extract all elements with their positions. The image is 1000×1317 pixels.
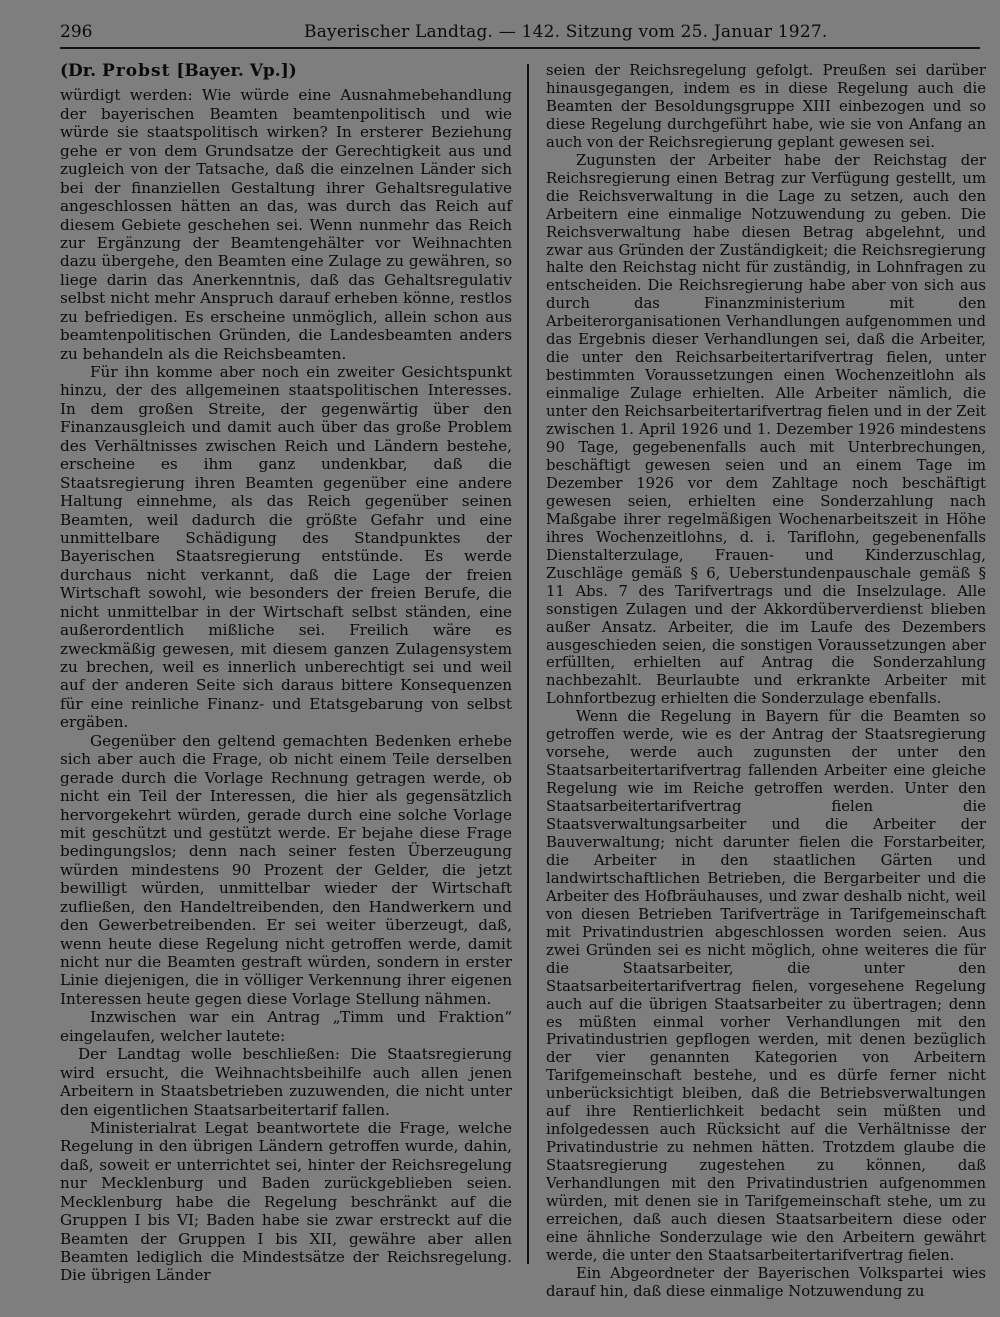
paragraph: Gegenüber den geltend gemachten Bedenken erhebe sich aber auch die Frage, ob nicht einem Teile derselben gerade durch die Vorlage Rechnung getragen werde, ob nicht ein Teil der Interessen, die hier als gegensätzlich hervorgekehrt würden, gerade durch eine solche Vorlage mit geschützt und gestützt werde. Er bejahe diese Frage bedingungslos; denn nach seiner festen Überzeugung würden mindestens 90 Prozent der Gelder, die jetzt bewilligt würden, unmittelbar wieder der Wirtschaft zufließen, den Handeltreibenden, den Handwerkern und den Gewerbetreibenden. Er sei weiter überzeugt, daß, wenn heute diese Regelung nicht getroffen werde, damit nicht nur die Beamten gestraft würden, sondern in erster Linie diejenigen, die in völliger Verkennung ihrer eigenen Interessen heute gegen diese Vorlage Stellung nähmen. [60, 731, 512, 1008]
paragraph: seien der Reichsregelung gefolgt. Preußen sei darüber hinausgegangen, indem es in diese Regelung auch die Beamten der Besoldungsgruppe XIII einbezogen und so diese Regelung durchgeführt habe, wie sie von Anfang an auch von der Reichsregierung geplant gewesen sei. [546, 62, 986, 151]
paragraph: würdigt werden: Wie würde eine Ausnahmebehandlung der bayerischen Beamten beamtenpolitisch und wie würde sie staatspolitisch wirken? In ersterer Beziehung gehe er von dem Grundsatze der Gerechtigkeit aus und zugleich von der Tatsache, daß die einzelnen Länder sich bei der finanziellen Gestaltung ihrer Gehaltsregulative angeschlossen hätten an das, was durch das Reich auf diesem Gebiete geschehen sei. Wenn nunmehr das Reich zur Ergänzung der Beamtengehälter vor Weihnachten dazu übergehe, den Beamten eine Zulage zu gewähren, so liege darin das Anerkenntnis, daß das Gehaltsregulativ selbst nicht mehr Anspruch darauf erheben könne, restlos zu befriedigen. Es erscheine unmöglich, allein schon aus beamtenpolitischen Gründen, die Landesbeamten anders zu behandeln als die Reichsbeamten. [60, 86, 512, 363]
running-head: Bayerischer Landtag. — 142. Sitzung vom 25. Januar 1927. [304, 22, 828, 42]
page-number: 296 [60, 22, 93, 42]
column-divider [527, 64, 529, 1264]
right-column [546, 62, 986, 1301]
paragraph: Für ihn komme aber noch ein zweiter Gesichtspunkt hinzu, der des allgemeinen staatspolitischen Interesses. In dem großen Streite, der gegenwärtig über den Finanzausgleich und damit auch über das große Problem des Verhältnisses zwischen Reich und Ländern bestehe, erscheine es ihm ganz undenkbar, daß die Staatsregierung ihren Beamten gegenüber eine andere Haltung einnehme, als das Reich gegenüber seinen Beamten, weil dadurch die größte Gefahr und eine unmittelbare Schädigung des Standpunktes der Bayerischen Staatsregierung entstünde. Es werde durchaus nicht verkannt, daß die Lage der freien Wirtschaft sowohl, wie besonders der freien Berufe, die nicht unmittelbar in der Wirtschaft selbst ständen, eine außerordentlich mißliche sei. Freilich wäre es zweckmäßig gewesen, mit diesem ganzen Zulagensystem zu brechen, weil es innerlich unberechtigt sei und weil auf der anderen Seite sich daraus bittere Konsequenzen für eine reinliche Finanz- und Etatsgebarung von selbst ergäben. [60, 363, 512, 732]
paragraph: Inzwischen war ein Antrag „Timm und Fraktion“ eingelaufen, welcher lautete: [60, 1008, 512, 1045]
speaker-name: Probst [102, 61, 171, 81]
paragraph: Ein Abgeordneter der Bayerischen Volkspartei wies darauf hin, daß diese einmalige Notzuwendung zu [546, 1264, 986, 1300]
paragraph: Wenn die Regelung in Bayern für die Beamten so getroffen werde, wie es der Antrag der Staatsregierung vorsehe, werde auch zugunsten der unter den Staatsarbeitertarifvertrag fallenden Arbeiter eine gleiche Regelung wie im Reiche getroffen werden. Unter den Staatsarbeitertarifvertrag fielen die Staatsverwaltungsarbeiter und die Arbeiter der Bauverwaltung; nicht darunter fielen die Forstarbeiter, die Arbeiter in den staatlichen Gärten und landwirtschaftlichen Betrieben, die Bergarbeiter und die Arbeiter des Hofbräuhauses, und zwar deshalb nicht, weil von diesen Betrieben Tarifverträge in Tarifgemeinschaft mit Privatindustrien abgeschlossen worden seien. Aus zwei Gründen sei es nicht möglich, ohne weiteres die für die Staatsarbeiter, die unter den Staatsarbeitertarifvertrag fielen, vorgesehene Regelung auch auf die übrigen Staatsarbeiter zu übertragen; denn es müßten einmal vorher Verhandlungen mit den Privatindustrien gepflogen werden, mit denen bezüglich der vier genannten Kategorien von Arbeitern Tarifgemeinschaft bestehe, und es dürfe ferner nicht unberücksichtigt bleiben, daß die Betriebsverwaltungen auf ihre Rentierlichkeit bedacht sein müßten und infolgedessen auch Rücksicht auf die Verhältnisse der Privatindustrie zu nehmen hätten. Trotzdem glaube die Staatsregierung zugestehen zu können, daß Verhandlungen mit den Privatindustrien aufgenommen würden, mit denen sie in Tarifgemeinschaft stehe, um zu erreichen, daß auch diesen Staatsarbeitern diese oder eine ähnliche Sonderzulage wie den Arbeitern gewährt werde, die unter den Staatsarbeitertarifvertrag fielen. [546, 708, 986, 1264]
page-header [60, 22, 980, 48]
paragraph: Zugunsten der Arbeiter habe der Reichstag der Reichsregierung einen Betrag zur Verfügung gestellt, um die Reichsverwaltung in die Lage zu setzen, auch den Arbeitern eine einmalige Notzuwendung zu geben. Die Reichsverwaltung habe diesen Betrag abgelehnt, und zwar aus Gründen der Zuständigkeit; die Reichsregierung halte den Reichstag nicht für zuständig, in Lohnfragen zu entscheiden. Die Reichsregierung habe aber von sich aus durch das Finanzministerium mit den Arbeiterorganisationen Verhandlungen aufgenommen und das Ergebnis dieser Verhandlungen sei, daß die Arbeiter, die unter den Reichsarbeitertarifvertrag fielen, unter bestimmten Voraussetzungen einen Wochenzeitlohn als einmalige Zulage erhielten. Alle Arbeiter nämlich, die unter den Reichsarbeitertarifvertrag fielen und in der Zeit zwischen 1. April 1926 und 1. Dezember 1926 mindestens 90 Tage, gegebenenfalls auch mit Unterbrechungen, beschäftigt gewesen seien und an einem Tage im Dezember 1926 vor dem Zahltage noch beschäftigt gewesen seien, erhielten eine Sonderzahlung nach Maßgabe ihrer regelmäßigen Wochenarbeitszeit in Höhe ihres Wochenzeitlohns, d. i. Tariflohn, gegebenenfalls Dienstalterzulage, Frauen- und Kinderzuschlag, Zuschläge gemäß § 6, Ueberstundenpauschale gemäß § 11 Abs. 7 des Tarifvertrags und die Inselzulage. Alle sonstigen Zulagen und der Akkordüberverdienst blieben außer Ansatz. Arbeiter, die im Laufe des Dezembers ausgeschieden seien, die sonstigen Voraussetzungen aber erfüllten, erhielten auf Antrag die Sonderzahlung nachbezahlt. Beurlaubte und erkrankte Arbeiter mit Lohnfortbezug erhielten die Sonderzulage ebenfalls. [546, 151, 986, 708]
motion-quote: Der Landtag wolle beschließen: Die Staatsregierung wird ersucht, die Weihnachtsbeihilfe auch allen jenen Arbeitern in Staatsbetrieben zuzuwenden, die nicht unter den eigentlichen Staatsarbeitertarif fallen. [60, 1045, 512, 1119]
header-rule [60, 47, 980, 49]
left-column [60, 62, 512, 1285]
paragraph: Ministerialrat Legat beantwortete die Frage, welche Regelung in den übrigen Ländern getroffen wurde, dahin, daß, soweit er unterrichtet sei, hinter der Reichsregelung nur Mecklenburg und Baden zurückgeblieben seien. Mecklenburg habe die Regelung beschränkt auf die Gruppen I bis VI; Baden habe sie zwar erstreckt auf die Beamten der Gruppen I bis XII, gewähre aber allen Beamten lediglich die Mindestsätze der Reichsregelung. Die übrigen Länder [60, 1118, 512, 1285]
speaker-label [60, 62, 512, 80]
speaker-suffix: [Bayer. Vp.]) [170, 61, 297, 81]
speaker-prefix: (Dr. [60, 61, 103, 81]
